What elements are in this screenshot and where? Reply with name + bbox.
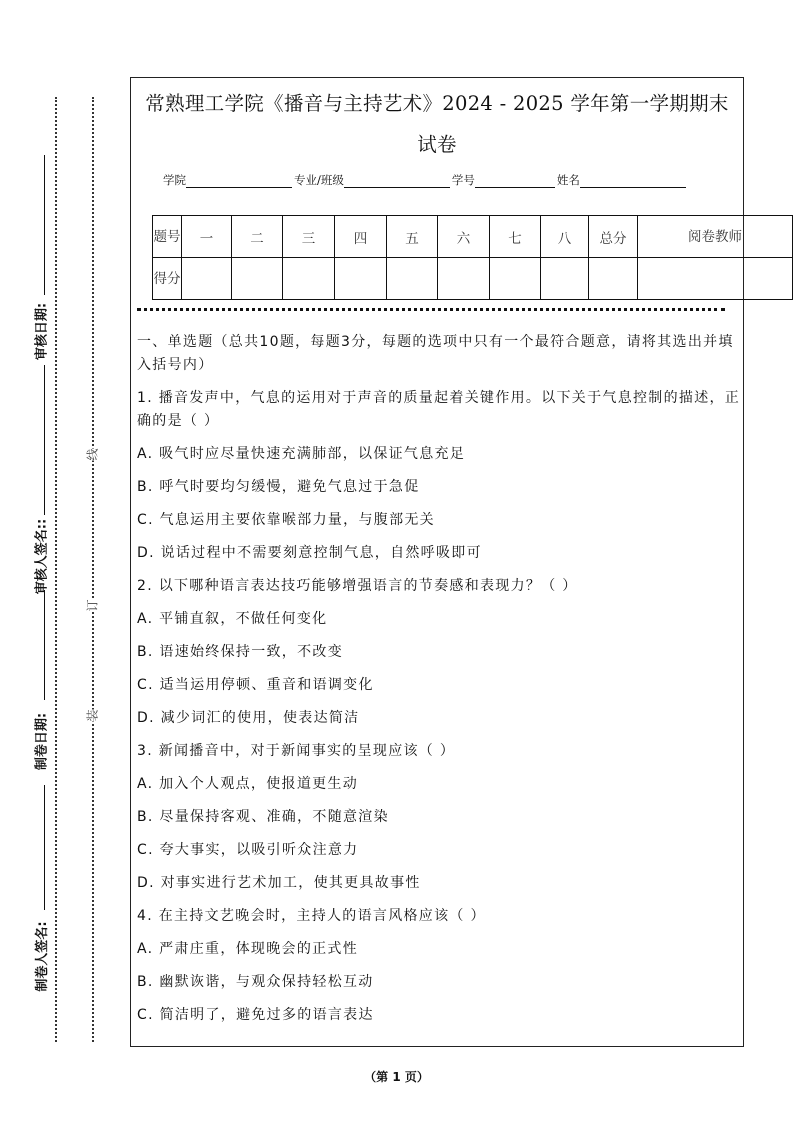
maker-sign-line <box>44 785 45 910</box>
answer-option: C. 简洁明了，避免过多的语言表达 <box>137 1007 374 1023</box>
score-cell[interactable] <box>283 258 335 300</box>
answer-option: A. 吸气时应尽量快速充满肺部，以保证气息充足 <box>137 446 466 462</box>
column-header: 七 <box>490 216 541 258</box>
student-id-field[interactable] <box>475 173 555 188</box>
column-header: 八 <box>541 216 589 258</box>
row-label-question: 题号 <box>153 216 182 258</box>
score-cell[interactable] <box>387 258 438 300</box>
question-stem: 1. 播音发声中，气息的运用对于声音的质量起着关键作用。以下关于气息控制的描述，正确的是（ ） <box>137 390 741 429</box>
answer-option: A. 加入个人观点，使报道更生动 <box>137 776 359 792</box>
make-date-label: 制卷日期: <box>34 712 50 771</box>
score-cell[interactable] <box>638 258 793 300</box>
answer-option: D. 对事实进行艺术加工，使其更具故事性 <box>137 875 421 891</box>
exam-title: 常熟理工学院《播音与主持艺术》2024 - 2025 学年第一学期期末 <box>145 92 729 115</box>
score-cell[interactable] <box>438 258 490 300</box>
review-date-label: 审核日期: <box>34 302 50 361</box>
field-label-id: 学号 <box>451 173 475 187</box>
college-field[interactable] <box>186 173 292 188</box>
binding-char-xian: 线 <box>85 448 100 461</box>
question-stem: 2. 以下哪种语言表达技巧能够增强语言的节奏感和表现力？（ ） <box>137 578 578 594</box>
question-stem: 4. 在主持文艺晚会时，主持人的语言风格应该（ ） <box>137 908 486 924</box>
score-table <box>152 215 793 300</box>
separator <box>137 308 725 311</box>
score-cell[interactable] <box>490 258 541 300</box>
binding-char-zhuang: 装 <box>85 709 100 722</box>
major-class-field[interactable] <box>344 173 450 188</box>
answer-option: C. 适当运用停顿、重音和语调变化 <box>137 677 374 693</box>
column-header: 一 <box>182 216 232 258</box>
field-label-name: 姓名 <box>556 173 580 187</box>
answer-option: D. 减少词汇的使用，使表达简洁 <box>137 710 360 726</box>
field-label-college: 学院 <box>163 173 186 187</box>
review-date-line <box>44 155 45 295</box>
answer-option: B. 幽默诙谐，与观众保持轻松互动 <box>137 974 374 990</box>
answer-option: A. 严肃庄重，体现晚会的正式性 <box>137 941 359 957</box>
score-cell[interactable] <box>182 258 232 300</box>
column-header: 总分 <box>589 216 638 258</box>
question-stem: 3. 新闻播音中，对于新闻事实的呈现应该（ ） <box>137 743 456 759</box>
make-date-line <box>44 590 45 700</box>
column-header: 三 <box>283 216 335 258</box>
answer-option: B. 呼气时要均匀缓慢，避免气息过于急促 <box>137 479 420 495</box>
row-label-score: 得分 <box>153 258 182 300</box>
answer-option: C. 气息运用主要依靠喉部力量，与腹部无关 <box>137 512 435 528</box>
column-header: 六 <box>438 216 490 258</box>
reviewer-sign-line <box>44 365 45 515</box>
page-number: （第 1 页） <box>364 1070 429 1084</box>
field-label-major: 专业/班级 <box>294 173 344 187</box>
name-field[interactable] <box>580 173 686 188</box>
cut-line-inner <box>92 97 94 1042</box>
student-info-row <box>163 172 688 188</box>
column-header: 阅卷教师 <box>638 216 793 258</box>
questions <box>137 331 743 1037</box>
binding-char-ding: 订 <box>85 599 100 612</box>
score-cell[interactable] <box>232 258 283 300</box>
column-header: 二 <box>232 216 283 258</box>
cut-line-outer <box>55 97 57 1042</box>
maker-sign-label: 制卷人签名: <box>35 921 50 992</box>
section-heading: 一、单选题（总共10题，每题3分，每题的选项中只有一个最符合题意，请将其选出并填入括号内） <box>137 334 734 373</box>
reviewer-sign-label: 审核人签名:: <box>34 518 50 595</box>
answer-option: C. 夸大事实，以吸引听众注意力 <box>137 842 359 858</box>
answer-option: B. 尽量保持客观、准确，不随意渲染 <box>137 809 389 825</box>
answer-option: A. 平铺直叙，不做任何变化 <box>137 611 328 627</box>
score-cell[interactable] <box>589 258 638 300</box>
column-header: 四 <box>335 216 387 258</box>
score-cell[interactable] <box>335 258 387 300</box>
answer-option: B. 语速始终保持一致，不改变 <box>137 644 344 660</box>
answer-option: D. 说话过程中不需要刻意控制气息，自然呼吸即可 <box>137 545 482 561</box>
column-header: 五 <box>387 216 438 258</box>
score-cell[interactable] <box>541 258 589 300</box>
exam-title-line2: 试卷 <box>417 133 457 156</box>
